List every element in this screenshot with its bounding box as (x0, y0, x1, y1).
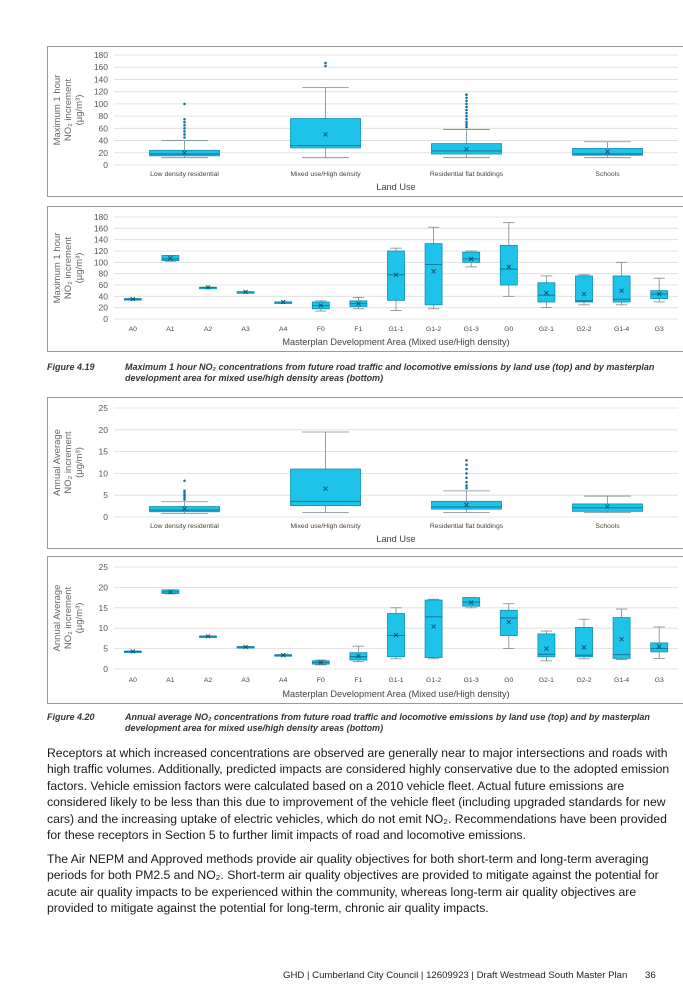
y-tick-label: 25 (98, 562, 108, 572)
y-tick-label: 180 (93, 50, 108, 60)
outlier-point (183, 124, 186, 127)
y-tick-label: 120 (93, 86, 108, 97)
x-tick-label: A4 (279, 677, 288, 684)
y-axis-label: Annual Average (52, 429, 63, 496)
outlier-point (465, 109, 468, 112)
y-tick-label: 25 (98, 403, 108, 413)
box (613, 618, 630, 659)
y-tick-label: 60 (98, 123, 108, 134)
x-tick-label: A0 (128, 326, 137, 333)
chart-annual-average-land-use (47, 397, 683, 549)
x-tick-label: F1 (354, 677, 363, 684)
chart-svg (48, 207, 683, 351)
box (500, 245, 517, 285)
box (576, 276, 593, 302)
x-tick-label: Low density residential (150, 171, 219, 178)
chart-svg (48, 557, 683, 703)
x-tick-label: Low density residential (150, 523, 219, 530)
x-tick-label: A4 (279, 326, 288, 333)
x-axis-label: Masterplan Development Area (Mixed use/High density) (282, 337, 510, 347)
x-tick-label: A3 (241, 326, 250, 333)
x-tick-label: F1 (354, 326, 363, 333)
x-tick-label: Schools (595, 171, 620, 178)
x-tick-label: G1-2 (426, 326, 442, 333)
x-tick-label: G1-1 (388, 326, 404, 333)
y-tick-label: 10 (98, 468, 108, 479)
outlier-point (465, 93, 468, 96)
x-tick-label: A2 (203, 677, 213, 684)
figure-number: Figure 4.19 (47, 362, 95, 372)
outlier-point (324, 62, 327, 65)
y-tick-label: 40 (98, 135, 108, 146)
box (291, 119, 361, 148)
x-tick-label: A3 (241, 677, 250, 684)
y-tick-label: 5 (103, 643, 108, 654)
outlier-point (465, 115, 468, 118)
y-axis-label: Maximum 1 hour (52, 232, 63, 304)
outlier-point (465, 123, 468, 126)
y-tick-label: 15 (98, 602, 108, 613)
x-tick-label: G1-1 (388, 677, 404, 684)
x-tick-label: Residential flat buildings (429, 171, 504, 178)
x-tick-label: G2-1 (538, 326, 554, 333)
x-tick-label: Residential flat buildings (429, 523, 504, 530)
outlier-point (183, 490, 186, 493)
box (576, 627, 593, 656)
figure-caption-text: Annual average NO₂ concentrations from future road traffic and locomotive emissions by land use (top) and by masterplan development area for mixed use/high density areas (bottom) (125, 712, 650, 733)
x-tick-label: G1-3 (463, 677, 479, 684)
x-tick-label: F0 (316, 677, 325, 684)
chart-svg (48, 47, 683, 196)
outlier-point (465, 459, 468, 462)
y-tick-label: 20 (98, 424, 108, 435)
figure-caption-text: Maximum 1 hour NO₂ concentrations from future road traffic and locomotive emissions by land use (top) and by masterplan development area for mixed use/high density areas (bottom) (125, 362, 655, 383)
x-tick-label: G2-1 (538, 677, 554, 684)
box (291, 469, 361, 506)
x-tick-label: G3 (654, 677, 664, 684)
y-tick-label: 160 (93, 62, 108, 73)
y-tick-label: 120 (93, 246, 108, 256)
x-tick-label: G0 (504, 677, 514, 684)
box (613, 276, 630, 302)
x-tick-label: G0 (504, 326, 514, 333)
box (425, 244, 442, 305)
chart-max-1hour-development-area (47, 206, 683, 352)
y-tick-label: 80 (98, 268, 108, 279)
x-axis-label: Land Use (376, 534, 416, 544)
box (425, 600, 442, 658)
outlier-point (465, 96, 468, 99)
y-tick-label: 160 (93, 223, 108, 234)
y-axis-label: NO₂ increment (63, 586, 74, 650)
x-tick-label: G3 (654, 326, 664, 333)
outlier-point (183, 103, 186, 106)
outlier-point (465, 118, 468, 121)
box (651, 643, 668, 652)
x-tick-label: Mixed use/High density (290, 523, 361, 530)
x-tick-label: G2-2 (576, 326, 592, 333)
chart-svg (48, 398, 683, 548)
y-axis-label: NO₂ increment (63, 236, 74, 300)
page-number: 36 (645, 970, 656, 981)
y-tick-label: 20 (98, 302, 108, 313)
y-tick-label: 100 (93, 257, 108, 268)
y-axis-label: NO₂ increment (63, 78, 74, 142)
x-tick-label: G1-2 (426, 677, 442, 684)
outlier-point (465, 476, 468, 479)
box (388, 251, 405, 300)
x-axis-label: Land Use (376, 182, 416, 192)
outlier-point (465, 112, 468, 115)
chart-annual-average-development-area (47, 556, 683, 704)
outlier-point (183, 121, 186, 124)
y-axis-label: NO₂ increment (63, 431, 74, 494)
outlier-point (465, 126, 468, 129)
x-tick-label: A0 (128, 677, 137, 684)
outlier-point (465, 103, 468, 106)
y-tick-label: 0 (103, 512, 108, 522)
y-tick-label: 10 (98, 623, 108, 634)
outlier-point (183, 127, 186, 130)
outlier-point (183, 136, 186, 139)
y-tick-label: 5 (103, 490, 108, 501)
outlier-point (465, 472, 468, 475)
outlier-point (465, 106, 468, 109)
outlier-point (465, 484, 468, 487)
y-axis-label: (µg/m³) (74, 252, 85, 284)
y-axis-label: Annual Average (52, 584, 63, 652)
y-tick-label: 140 (93, 74, 108, 85)
y-tick-label: 40 (98, 291, 108, 302)
body-paragraph: Receptors at which increased concentrations are observed are generally near to major intersections and roads with high traffic volumes. Additionally, predicted impacts are considered highly conservative due to the adopted emission factors. Vehicle emission factors were calculated based on a 2010 vehicle fleet. Actual future emissions are considered likely to be less than this due to improvement of the vehicle fleet (including upgraded standards for new cars) and the increasing uptake of electric vehicles, which do not emit NO₂. Recommendations have been provided for these receptors in Section 5 to further limit impacts of road and locomotive emissions. (47, 746, 670, 843)
y-tick-label: 20 (98, 582, 108, 593)
body-paragraph: The Air NEPM and Approved methods provide air quality objectives for both short-term and long-term averaging periods for both PM2.5 and NO₂. Short-term air quality objectives are provided to mitigate against the potential for acute air quality impacts to be experienced within the community, whereas long-term air quality objectives are provided to mitigate against the potential for long-term, chronic air quality impacts. (47, 852, 659, 916)
x-tick-label: F0 (316, 326, 325, 333)
y-tick-label: 100 (93, 98, 108, 109)
x-tick-label: G1-4 (614, 677, 630, 684)
x-axis-label: Masterplan Development Area (Mixed use/High density) (282, 689, 510, 699)
outlier-point (324, 65, 327, 68)
outlier-point (465, 481, 468, 484)
box (500, 610, 517, 635)
x-tick-label: Mixed use/High density (290, 171, 361, 178)
y-axis-label: (µg/m³) (74, 447, 85, 478)
outlier-point (183, 133, 186, 136)
figure-number: Figure 4.20 (47, 712, 95, 722)
box (463, 252, 480, 262)
y-tick-label: 80 (98, 111, 108, 122)
y-tick-label: 15 (98, 446, 108, 457)
outlier-point (465, 463, 468, 466)
y-axis-label: (µg/m³) (74, 94, 85, 126)
chart-max-1hour-land-use (47, 46, 683, 197)
x-tick-label: A1 (166, 677, 175, 684)
y-axis-label: (µg/m³) (74, 602, 85, 634)
outlier-point (465, 121, 468, 124)
y-tick-label: 0 (103, 664, 108, 674)
outlier-point (183, 118, 186, 121)
x-tick-label: A2 (203, 326, 213, 333)
x-tick-label: G1-4 (614, 326, 630, 333)
x-tick-label: A1 (166, 326, 175, 333)
y-axis-label: Maximum 1 hour (52, 74, 63, 146)
page-footer: GHD | Cumberland City Council | 12609923 | Draft Westmead South Master Plan (283, 970, 628, 981)
y-tick-label: 20 (98, 147, 108, 158)
outlier-point (465, 100, 468, 103)
outlier-point (183, 130, 186, 133)
outlier-point (465, 487, 468, 490)
y-tick-label: 140 (93, 234, 108, 245)
x-tick-label: Schools (595, 523, 620, 530)
x-tick-label: G2-2 (576, 677, 592, 684)
outlier-point (183, 480, 186, 483)
y-tick-label: 0 (103, 314, 108, 324)
y-tick-label: 0 (103, 160, 108, 170)
y-tick-label: 60 (98, 280, 108, 290)
outlier-point (465, 468, 468, 471)
y-tick-label: 180 (93, 212, 108, 222)
box (538, 634, 555, 657)
x-tick-label: G1-3 (463, 326, 479, 333)
